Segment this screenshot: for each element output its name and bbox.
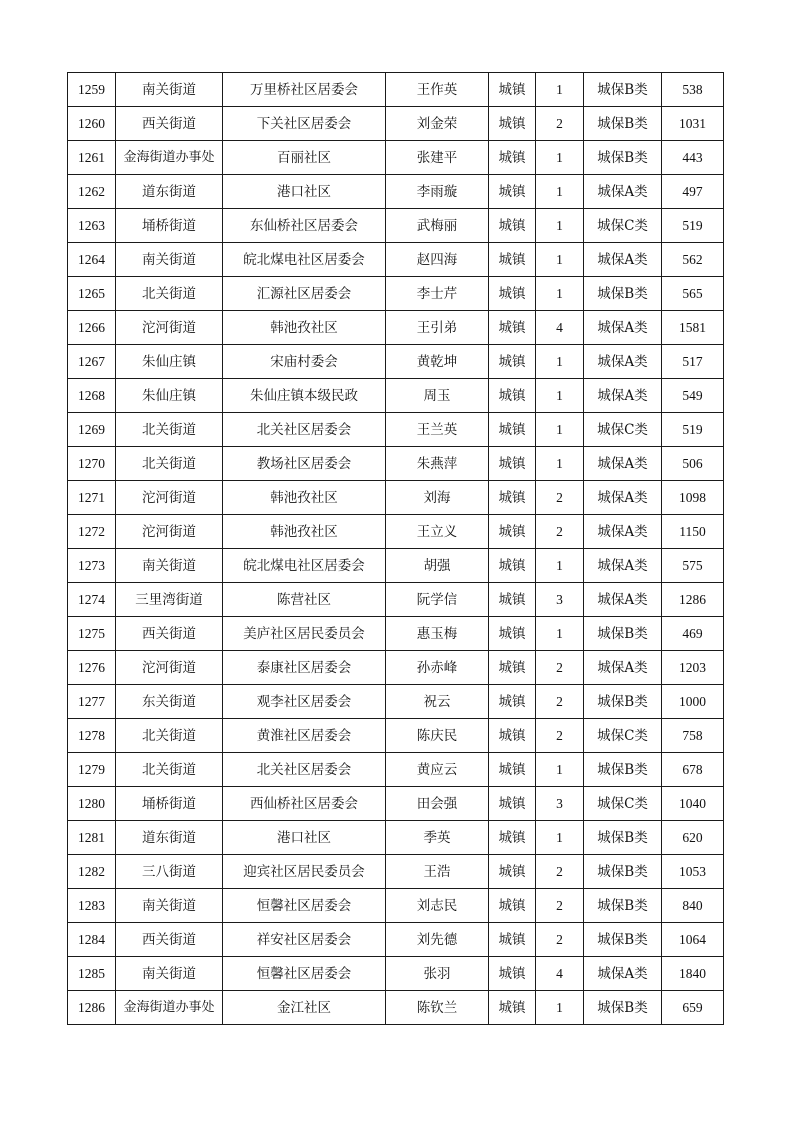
records-table — [67, 72, 724, 1025]
row-name: 陈庆民 — [386, 719, 489, 753]
row-street: 沱河街道 — [116, 481, 223, 515]
row-area: 城镇 — [489, 685, 536, 719]
row-id: 1277 — [68, 685, 116, 719]
row-id: 1268 — [68, 379, 116, 413]
document-sheet — [67, 72, 723, 1025]
row-id: 1274 — [68, 583, 116, 617]
row-name: 祝云 — [386, 685, 489, 719]
row-community: 汇源社区居委会 — [223, 277, 386, 311]
table-row — [68, 209, 724, 243]
table-row — [68, 379, 724, 413]
row-community: 北关社区居委会 — [223, 753, 386, 787]
row-amount: 575 — [662, 549, 724, 583]
row-name: 武梅丽 — [386, 209, 489, 243]
row-count: 4 — [536, 957, 584, 991]
table-row — [68, 991, 724, 1025]
row-id: 1273 — [68, 549, 116, 583]
row-community: 百丽社区 — [223, 141, 386, 175]
row-count: 1 — [536, 413, 584, 447]
row-community: 教场社区居委会 — [223, 447, 386, 481]
row-community: 黄淮社区居委会 — [223, 719, 386, 753]
table-row — [68, 617, 724, 651]
row-area: 城镇 — [489, 481, 536, 515]
row-area: 城镇 — [489, 209, 536, 243]
row-amount: 1150 — [662, 515, 724, 549]
row-amount: 1286 — [662, 583, 724, 617]
table-row — [68, 889, 724, 923]
row-community: 皖北煤电社区居委会 — [223, 243, 386, 277]
row-community: 港口社区 — [223, 175, 386, 209]
row-name: 黄应云 — [386, 753, 489, 787]
row-id: 1267 — [68, 345, 116, 379]
table-row — [68, 957, 724, 991]
row-street: 三里湾街道 — [116, 583, 223, 617]
row-count: 2 — [536, 923, 584, 957]
row-amount: 469 — [662, 617, 724, 651]
table-row — [68, 107, 724, 141]
row-amount: 497 — [662, 175, 724, 209]
row-amount: 549 — [662, 379, 724, 413]
row-count: 1 — [536, 209, 584, 243]
row-area: 城镇 — [489, 447, 536, 481]
row-community: 美庐社区居民委员会 — [223, 617, 386, 651]
row-category: 城保B类 — [584, 923, 662, 957]
row-name: 刘先德 — [386, 923, 489, 957]
row-id: 1276 — [68, 651, 116, 685]
row-name: 刘志民 — [386, 889, 489, 923]
row-street: 北关街道 — [116, 447, 223, 481]
row-category: 城保B类 — [584, 991, 662, 1025]
row-count: 2 — [536, 719, 584, 753]
row-community: 韩池孜社区 — [223, 311, 386, 345]
row-category: 城保B类 — [584, 685, 662, 719]
row-category: 城保A类 — [584, 447, 662, 481]
row-community: 宋庙村委会 — [223, 345, 386, 379]
row-name: 王浩 — [386, 855, 489, 889]
records-body — [68, 73, 724, 1025]
row-street: 西关街道 — [116, 107, 223, 141]
row-count: 1 — [536, 617, 584, 651]
row-id: 1279 — [68, 753, 116, 787]
row-name: 陈钦兰 — [386, 991, 489, 1025]
row-street: 金海街道办事处 — [116, 991, 223, 1025]
row-area: 城镇 — [489, 719, 536, 753]
row-id: 1262 — [68, 175, 116, 209]
row-category: 城保B类 — [584, 821, 662, 855]
row-id: 1264 — [68, 243, 116, 277]
row-area: 城镇 — [489, 379, 536, 413]
row-category: 城保A类 — [584, 651, 662, 685]
row-name: 惠玉梅 — [386, 617, 489, 651]
row-area: 城镇 — [489, 549, 536, 583]
row-amount: 758 — [662, 719, 724, 753]
row-amount: 519 — [662, 209, 724, 243]
row-name: 王作英 — [386, 73, 489, 107]
row-area: 城镇 — [489, 787, 536, 821]
row-area: 城镇 — [489, 515, 536, 549]
row-amount: 1840 — [662, 957, 724, 991]
row-id: 1270 — [68, 447, 116, 481]
row-category: 城保A类 — [584, 549, 662, 583]
table-row — [68, 481, 724, 515]
row-category: 城保A类 — [584, 379, 662, 413]
row-amount: 659 — [662, 991, 724, 1025]
row-count: 3 — [536, 583, 584, 617]
row-street: 南关街道 — [116, 73, 223, 107]
row-amount: 1000 — [662, 685, 724, 719]
row-id: 1272 — [68, 515, 116, 549]
row-area: 城镇 — [489, 651, 536, 685]
row-street: 东关街道 — [116, 685, 223, 719]
row-amount: 1203 — [662, 651, 724, 685]
row-amount: 1098 — [662, 481, 724, 515]
row-amount: 565 — [662, 277, 724, 311]
row-count: 1 — [536, 753, 584, 787]
row-count: 1 — [536, 73, 584, 107]
row-category: 城保C类 — [584, 413, 662, 447]
row-id: 1278 — [68, 719, 116, 753]
row-count: 2 — [536, 685, 584, 719]
row-count: 2 — [536, 651, 584, 685]
row-category: 城保B类 — [584, 277, 662, 311]
row-category: 城保A类 — [584, 515, 662, 549]
row-id: 1259 — [68, 73, 116, 107]
row-area: 城镇 — [489, 923, 536, 957]
row-street: 道东街道 — [116, 175, 223, 209]
row-area: 城镇 — [489, 73, 536, 107]
row-amount: 840 — [662, 889, 724, 923]
table-row — [68, 719, 724, 753]
row-count: 1 — [536, 175, 584, 209]
row-category: 城保C类 — [584, 209, 662, 243]
row-amount: 506 — [662, 447, 724, 481]
row-area: 城镇 — [489, 889, 536, 923]
row-street: 朱仙庄镇 — [116, 345, 223, 379]
row-name: 张建平 — [386, 141, 489, 175]
row-category: 城保A类 — [584, 175, 662, 209]
row-street: 朱仙庄镇 — [116, 379, 223, 413]
row-community: 恒馨社区居委会 — [223, 889, 386, 923]
row-category: 城保B类 — [584, 141, 662, 175]
table-row — [68, 583, 724, 617]
row-community: 港口社区 — [223, 821, 386, 855]
row-name: 孙赤峰 — [386, 651, 489, 685]
row-name: 李士芹 — [386, 277, 489, 311]
row-name: 胡强 — [386, 549, 489, 583]
row-community: 祥安社区居委会 — [223, 923, 386, 957]
row-amount: 1064 — [662, 923, 724, 957]
row-street: 沱河街道 — [116, 311, 223, 345]
row-count: 1 — [536, 379, 584, 413]
table-row — [68, 821, 724, 855]
table-row — [68, 549, 724, 583]
row-name: 季英 — [386, 821, 489, 855]
row-count: 1 — [536, 243, 584, 277]
row-area: 城镇 — [489, 821, 536, 855]
row-amount: 1053 — [662, 855, 724, 889]
row-amount: 519 — [662, 413, 724, 447]
row-street: 西关街道 — [116, 617, 223, 651]
row-category: 城保A类 — [584, 243, 662, 277]
row-category: 城保B类 — [584, 753, 662, 787]
row-category: 城保C类 — [584, 719, 662, 753]
row-amount: 443 — [662, 141, 724, 175]
row-count: 1 — [536, 549, 584, 583]
row-category: 城保A类 — [584, 957, 662, 991]
row-id: 1266 — [68, 311, 116, 345]
row-id: 1263 — [68, 209, 116, 243]
table-row — [68, 753, 724, 787]
row-community: 韩池孜社区 — [223, 481, 386, 515]
table-row — [68, 447, 724, 481]
row-street: 南关街道 — [116, 889, 223, 923]
row-area: 城镇 — [489, 855, 536, 889]
row-community: 泰康社区居委会 — [223, 651, 386, 685]
row-category: 城保B类 — [584, 107, 662, 141]
row-id: 1261 — [68, 141, 116, 175]
row-id: 1265 — [68, 277, 116, 311]
row-category: 城保A类 — [584, 481, 662, 515]
table-row — [68, 73, 724, 107]
row-count: 1 — [536, 447, 584, 481]
row-category: 城保B类 — [584, 889, 662, 923]
table-row — [68, 277, 724, 311]
row-id: 1269 — [68, 413, 116, 447]
row-name: 刘海 — [386, 481, 489, 515]
table-row — [68, 651, 724, 685]
table-row — [68, 787, 724, 821]
row-category: 城保B类 — [584, 617, 662, 651]
row-street: 北关街道 — [116, 277, 223, 311]
row-count: 1 — [536, 991, 584, 1025]
table-row — [68, 413, 724, 447]
row-amount: 1031 — [662, 107, 724, 141]
row-id: 1282 — [68, 855, 116, 889]
row-count: 4 — [536, 311, 584, 345]
table-row — [68, 515, 724, 549]
row-name: 朱燕萍 — [386, 447, 489, 481]
row-id: 1260 — [68, 107, 116, 141]
row-street: 道东街道 — [116, 821, 223, 855]
row-id: 1281 — [68, 821, 116, 855]
row-street: 南关街道 — [116, 957, 223, 991]
row-name: 黄乾坤 — [386, 345, 489, 379]
row-community: 金江社区 — [223, 991, 386, 1025]
row-name: 王兰英 — [386, 413, 489, 447]
row-count: 2 — [536, 889, 584, 923]
row-area: 城镇 — [489, 311, 536, 345]
row-amount: 538 — [662, 73, 724, 107]
row-street: 沱河街道 — [116, 651, 223, 685]
row-category: 城保B类 — [584, 855, 662, 889]
row-count: 2 — [536, 107, 584, 141]
row-id: 1275 — [68, 617, 116, 651]
row-count: 1 — [536, 277, 584, 311]
row-community: 观李社区居委会 — [223, 685, 386, 719]
row-area: 城镇 — [489, 107, 536, 141]
row-amount: 562 — [662, 243, 724, 277]
row-count: 1 — [536, 345, 584, 379]
row-name: 田会强 — [386, 787, 489, 821]
row-name: 王立义 — [386, 515, 489, 549]
table-row — [68, 311, 724, 345]
row-community: 陈营社区 — [223, 583, 386, 617]
row-area: 城镇 — [489, 141, 536, 175]
row-area: 城镇 — [489, 753, 536, 787]
row-community: 北关社区居委会 — [223, 413, 386, 447]
row-amount: 1581 — [662, 311, 724, 345]
row-community: 韩池孜社区 — [223, 515, 386, 549]
row-area: 城镇 — [489, 277, 536, 311]
row-count: 2 — [536, 515, 584, 549]
row-street: 埇桥街道 — [116, 209, 223, 243]
row-category: 城保A类 — [584, 311, 662, 345]
row-amount: 620 — [662, 821, 724, 855]
row-category: 城保B类 — [584, 73, 662, 107]
row-name: 阮学信 — [386, 583, 489, 617]
row-community: 迎宾社区居民委员会 — [223, 855, 386, 889]
row-street: 金海街道办事处 — [116, 141, 223, 175]
row-id: 1280 — [68, 787, 116, 821]
row-area: 城镇 — [489, 345, 536, 379]
row-community: 万里桥社区居委会 — [223, 73, 386, 107]
row-community: 下关社区居委会 — [223, 107, 386, 141]
row-area: 城镇 — [489, 583, 536, 617]
row-amount: 1040 — [662, 787, 724, 821]
row-count: 3 — [536, 787, 584, 821]
table-row — [68, 855, 724, 889]
row-id: 1283 — [68, 889, 116, 923]
row-community: 皖北煤电社区居委会 — [223, 549, 386, 583]
row-name: 李雨璇 — [386, 175, 489, 209]
row-community: 朱仙庄镇本级民政 — [223, 379, 386, 413]
row-community: 东仙桥社区居委会 — [223, 209, 386, 243]
row-community: 西仙桥社区居委会 — [223, 787, 386, 821]
row-street: 埇桥街道 — [116, 787, 223, 821]
row-street: 北关街道 — [116, 753, 223, 787]
row-area: 城镇 — [489, 413, 536, 447]
row-street: 三八街道 — [116, 855, 223, 889]
row-category: 城保A类 — [584, 583, 662, 617]
row-street: 北关街道 — [116, 719, 223, 753]
row-count: 1 — [536, 821, 584, 855]
row-area: 城镇 — [489, 617, 536, 651]
row-id: 1286 — [68, 991, 116, 1025]
table-row — [68, 923, 724, 957]
row-count: 2 — [536, 481, 584, 515]
row-category: 城保A类 — [584, 345, 662, 379]
row-area: 城镇 — [489, 957, 536, 991]
row-area: 城镇 — [489, 991, 536, 1025]
row-id: 1285 — [68, 957, 116, 991]
table-row — [68, 345, 724, 379]
row-area: 城镇 — [489, 243, 536, 277]
row-street: 北关街道 — [116, 413, 223, 447]
row-street: 西关街道 — [116, 923, 223, 957]
row-id: 1284 — [68, 923, 116, 957]
table-row — [68, 243, 724, 277]
row-id: 1271 — [68, 481, 116, 515]
row-category: 城保C类 — [584, 787, 662, 821]
row-name: 张羽 — [386, 957, 489, 991]
row-count: 2 — [536, 855, 584, 889]
row-name: 周玉 — [386, 379, 489, 413]
table-row — [68, 175, 724, 209]
table-row — [68, 141, 724, 175]
row-area: 城镇 — [489, 175, 536, 209]
row-name: 刘金荣 — [386, 107, 489, 141]
row-name: 赵四海 — [386, 243, 489, 277]
table-row — [68, 685, 724, 719]
row-street: 沱河街道 — [116, 515, 223, 549]
row-street: 南关街道 — [116, 243, 223, 277]
row-amount: 517 — [662, 345, 724, 379]
row-amount: 678 — [662, 753, 724, 787]
row-count: 1 — [536, 141, 584, 175]
row-name: 王引弟 — [386, 311, 489, 345]
row-community: 恒馨社区居委会 — [223, 957, 386, 991]
row-street: 南关街道 — [116, 549, 223, 583]
